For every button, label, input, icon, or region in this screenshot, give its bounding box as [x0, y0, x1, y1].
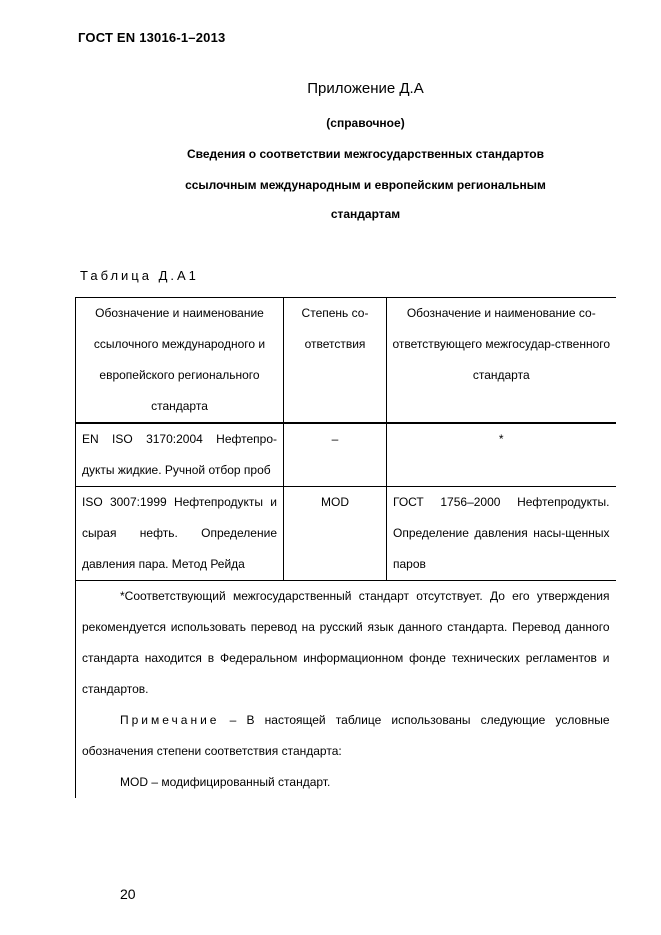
- appendix-heading-line-3: стандартам: [330, 207, 401, 221]
- column-header-reference: Обозначение и наименование ссылочного международного и европейского регионального стандарта: [76, 298, 284, 424]
- row-1-national: *: [387, 423, 616, 487]
- document-code: ГОСТ EN 13016-1–2013: [78, 30, 226, 45]
- row-2-national: ГОСТ 1756–2000 Нефтепродукты. Определение давления насы-щенных паров: [387, 487, 616, 581]
- appendix-heading-line-2: ссылочным международным и европейским региональным: [185, 178, 546, 192]
- table-notes-cell: [76, 581, 616, 799]
- row-2-degree: MOD: [284, 487, 387, 581]
- table-row: [76, 487, 616, 581]
- appendix-kind: (справочное): [326, 116, 405, 130]
- note-text: – В настоящей таблице использованы следующие условные обозначения степени соответствия стандарта:: [82, 713, 610, 758]
- table-header-row: [76, 298, 616, 424]
- table-notes-row: [76, 581, 616, 799]
- note-label: Примечание: [120, 713, 220, 727]
- column-header-degree: Степень со-ответствия: [284, 298, 387, 424]
- correspondence-table: [75, 297, 616, 798]
- row-1-reference: EN ISO 3170:2004 Нефтепро-дукты жидкие. Ручной отбор проб: [76, 423, 284, 487]
- appendix-title: Приложение Д.А: [307, 80, 424, 97]
- table-row: [76, 423, 616, 487]
- appendix-heading-line-1: Сведения о соответствии межгосударственных стандартов: [187, 147, 544, 161]
- column-header-national: Обозначение и наименование со-ответствующего межгосудар-ственного стандарта: [387, 298, 616, 424]
- table-footnote: *Соответствующий межгосударственный стандарт отсутствует. До его утверждения рекомендуется использовать перевод на русский язык данного стандарта. Перевод данного стандарта находится в Федеральном информационном фонде технических регламентов и стандартов.: [82, 589, 610, 696]
- row-2-reference: ISO 3007:1999 Нефтепродукты и сырая нефть. Определение давления пара. Метод Рейда: [76, 487, 284, 581]
- page-number: 20: [120, 886, 136, 902]
- table-note: [82, 705, 610, 767]
- row-1-degree: –: [284, 423, 387, 487]
- mod-definition: MOD – модифицированный стандарт.: [120, 775, 331, 789]
- table-label: Таблица Д.А1: [80, 268, 199, 283]
